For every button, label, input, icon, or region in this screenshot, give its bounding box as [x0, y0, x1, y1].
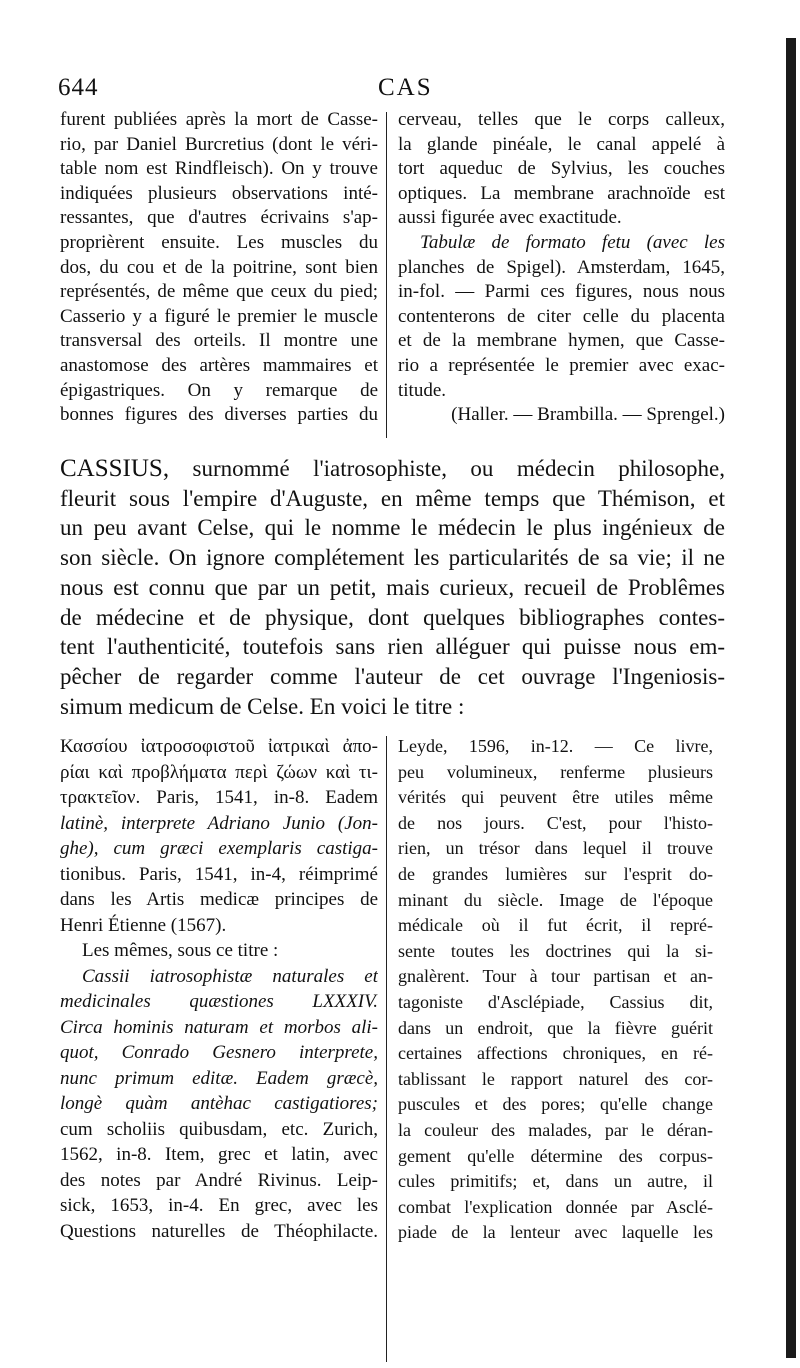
text-line: anastomose des artères mammaires et: [60, 354, 378, 376]
text-line: de médecine et de physique, dont quelques bibliographes contes-: [60, 604, 725, 630]
column-divider: [386, 112, 387, 438]
text-line: la glande pinéale, le canal appelé à: [398, 133, 725, 155]
text-line: piade de la lenteur avec laquelle les: [398, 1222, 713, 1243]
article-cassius: [60, 454, 725, 721]
text-line: table nom est Rindfleisch). On y trouve: [60, 158, 378, 180]
text-line: puscules et des pores; qu'elle change: [398, 1094, 713, 1115]
text-line: combat l'explication donnée par Asclé-: [398, 1196, 713, 1217]
text-line: planches de Spigel). Amsterdam, 1645,: [398, 256, 725, 278]
citation-line: (Haller. — Brambilla. — Sprengel.): [451, 404, 725, 426]
text-line: simum medicum de Celse. En voici le titre :: [60, 693, 465, 719]
text-line: proprièrent ensuite. Les muscles du: [60, 231, 378, 253]
text-line: vérités qui peuvent être utiles même: [398, 787, 713, 808]
text-line: in-fol. — Parmi ces figures, nous nous: [398, 281, 725, 303]
page-number: 644: [58, 74, 99, 101]
text-line: un peu avant Celse, qui le nomme le médecin le plus ingénieux de: [60, 515, 725, 541]
text-line: tagoniste d'Asclépiade, Cassius dit,: [398, 991, 713, 1012]
text-line: τρακτεῖον. Paris, 1541, in-8. Eadem: [60, 787, 378, 808]
text-line: latinè, interprete Adriano Junio (Jon-: [60, 812, 378, 834]
text-line: tionibus. Paris, 1541, in-4, réimprimé: [60, 863, 378, 885]
text-line: rio, par Daniel Burcretius (dont le véri-: [60, 133, 378, 155]
text-line: Casserio y a figuré le premier le muscle: [60, 305, 378, 327]
text-line: [60, 454, 725, 484]
text-line: dos, du cou et de la poitrine, sont bien: [60, 256, 378, 278]
text-line: Leyde, 1596, in-12. — Ce livre,: [398, 736, 713, 756]
top-right-column: [398, 108, 725, 428]
text-line: fleurit sous l'empire d'Auguste, en même temps que Thémison, et: [60, 485, 725, 511]
text-line: son siècle. On ignore complétement les particularités de sa vie; il ne: [60, 545, 725, 571]
text-line: dans les Artis medicæ principes de: [60, 889, 378, 910]
text-line: dans un endroit, que la fièvre guérit: [398, 1017, 713, 1038]
headword: CASSIUS,: [60, 455, 170, 482]
text-line: Les mêmes, sous ce titre :: [82, 940, 279, 961]
text-line: épigastriques. On y remarque de: [60, 379, 378, 401]
text-line: tent l'authenticité, toutefois sans rien alléguer qui puisse nous em-: [60, 634, 725, 660]
text-line: titude.: [398, 379, 447, 401]
text-line: et de la membrane hymen, que Casse-: [398, 330, 725, 352]
text-line: Tabulæ de formato fetu (avec les: [420, 231, 725, 253]
text-line: aussi figurée avec exactitude.: [398, 207, 622, 229]
text-line: cerveau, telles que le corps calleux,: [398, 109, 725, 130]
scan-edge-bar: [786, 38, 796, 1358]
text-line: medicinales quæstiones LXXXIV.: [60, 991, 378, 1012]
text-line: indiquées plusieurs observations inté-: [60, 182, 378, 204]
text-line: sick, 1653, in-4. En grec, avec les: [60, 1195, 378, 1216]
text-line: certaines affections chroniques, en ré-: [398, 1043, 713, 1064]
column-divider: [386, 736, 387, 1362]
bottom-left-column: [60, 734, 378, 1244]
text-line: quot, Conrado Gesnero interprete,: [60, 1042, 378, 1063]
text-line: longè quàm antèhac castigatiores;: [60, 1093, 378, 1114]
text-line: la couleur des malades, par le déran-: [398, 1119, 713, 1140]
text-line: peu volumineux, renferme plusieurs: [398, 761, 713, 782]
text-line: rien, un trésor dans lequel il trouve: [398, 838, 713, 859]
text-line: ressantes, que d'autres écrivains s'ap-: [60, 207, 378, 229]
text-line: nous est connu que par un petit, mais curieux, recueil de Problêmes: [60, 574, 725, 600]
text-line: des notes par André Rivinus. Leip-: [60, 1169, 378, 1191]
text-line: Questions naturelles de Théophilacte.: [60, 1220, 378, 1242]
text-line: de nos jours. C'est, pour l'histo-: [398, 812, 713, 833]
greek-title-line: Κασσίου ἰατροσοφιστοῦ ἰατρικαὶ ἀπο-: [60, 736, 378, 757]
text-line: sente toutes les doctrines qui la si-: [398, 940, 713, 961]
text-line: représentés, de même que ceux du pied;: [60, 281, 378, 303]
running-head: CAS: [378, 74, 433, 101]
text-line: gement qu'elle détermine des corpus-: [398, 1145, 713, 1166]
text-line: Cassii iatrosophistæ naturales et: [82, 965, 378, 987]
text-line-rest: surnommé l'iatrosophiste, ou médecin philosophe,: [169, 456, 725, 481]
text-line: optiques. La membrane arachnoïde est: [398, 182, 725, 204]
text-line: nunc primum editæ. Eadem græcè,: [60, 1067, 378, 1089]
text-line: tablissant le rapport naturel des cor-: [398, 1068, 713, 1089]
text-line: furent publiées après la mort de Casse-: [60, 109, 378, 130]
text-line: rio a représentée le premier avec exac-: [398, 354, 725, 376]
text-line: médicale où il fut écrit, il repré-: [398, 915, 713, 936]
text-line: Circa hominis naturam et morbos ali-: [60, 1016, 378, 1038]
text-line: Henri Étienne (1567).: [60, 914, 227, 936]
text-line: cum scholiis quibusdam, etc. Zurich,: [60, 1118, 378, 1140]
page-header: [58, 74, 718, 108]
text-line: pêcher de regarder comme l'auteur de cet ouvrage l'Ingeniosis-: [60, 663, 725, 689]
bottom-right-column: [398, 734, 713, 1246]
text-line: de grandes lumières sur l'esprit do-: [398, 863, 713, 884]
text-line: cules primitifs; et, dans un autre, il: [398, 1171, 713, 1192]
text-line: bonnes figures des diverses parties du: [60, 404, 378, 426]
greek-title-line: ρίαι καὶ προβλήματα περὶ ζώων καὶ τι-: [60, 761, 378, 783]
text-line: 1562, in-8. Item, grec et latin, avec: [60, 1144, 378, 1165]
top-left-column: [60, 108, 378, 428]
text-line: transversal des orteils. Il montre une: [60, 330, 378, 352]
text-line: ghe), cum græci exemplaris castiga-: [60, 838, 378, 859]
text-line: minant du siècle. Image de l'époque: [398, 889, 713, 910]
text-line: gnalèrent. Tour à tour partisan et an-: [398, 966, 713, 987]
text-line: tort aqueduc de Sylvius, les couches: [398, 158, 725, 180]
text-line: contenterons de citer celle du placenta: [398, 305, 725, 327]
